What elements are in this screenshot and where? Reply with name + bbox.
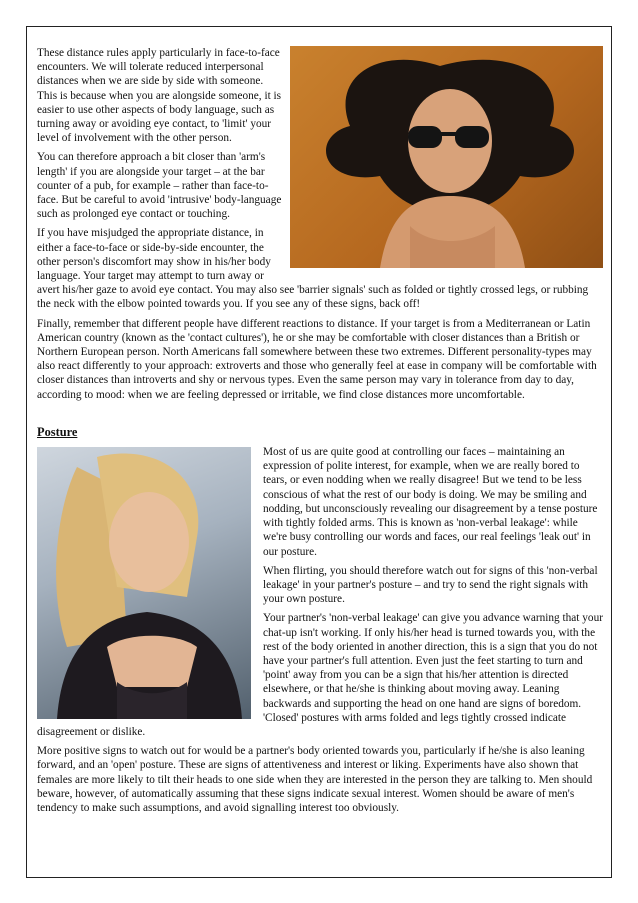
photo-woman-lace-top-illustration xyxy=(37,447,251,719)
posture-heading: Posture xyxy=(37,424,78,439)
posture-paragraph-4: More positive signs to watch out for would be a partner's body oriented towards you, particularly if he/she is also leaning forward, and an 'open' posture. These are signs of attentiveness and interest or liking. Experiments have also shown that females are more likely to tilt their heads to one side when they are interested in the person they are talking to. Men should beware, however, of automatically assuming that these signs indicate sexual interest. Women should be aware of men's tendency to make such assumptions, and avoid signalling interest too obviously. xyxy=(37,745,593,814)
posture-paragraph-1: Most of us are quite good at controlling our faces – maintaining an expression of polite interest, for example, when we are really bored to tears, or even nodding when we really disagree! But we tend to be less conscious of what the rest of our body is doing. We may be smiling and nodding, but unconsciously revealing our disagreement by a tense posture with tightly folded arms. This is known as 'non-verbal leakage': while we're busy controlling our words and faces, our real feelings 'leak out' in our posture. xyxy=(263,446,598,558)
posture-section xyxy=(37,445,603,820)
distance-paragraph-1: These distance rules apply particularly in face-to-face encounters. We will tolerate reduced interpersonal distances when we are side by side with someone. This is because when you are alongside someone, it is easier to use other aspects of body language, such as turning away or avoiding eye contact, to 'limit' your level of involvement with the other person. xyxy=(37,47,282,145)
photo-woman-sunglasses xyxy=(290,46,603,268)
distance-paragraph-2: You can therefore approach a bit closer than 'arm's length' if you are alongside your target – at the bar counter of a pub, for example – rather than face-to-face. But be careful to avoid 'intrusive' body-language such as prolonged eye contact or touching. xyxy=(37,151,282,221)
document-body xyxy=(37,46,603,820)
photo-woman-lace-top xyxy=(37,447,251,719)
posture-paragraph-3: Your partner's 'non-verbal leakage' can give you advance warning that your chat-up isn't working. If only his/her head is turned towards you, with the rest of the body oriented in another direction, this is a sign that you do not have your partner's full attention. Even just the feet starting to turn and 'point' away from you can be a sign that his/her attention is directed elsewhere, or that he/she is thinking about moving away. Leaning backwards and supporting the head on one hand are signs of boredom. 'Closed' postures with arms folded and legs tightly crossed indicate disagreement or dislike. xyxy=(37,612,603,738)
distance-paragraph-4: Finally, remember that different people have different reactions to distance. If your target is from a Mediterranean or Latin American country (known as the 'contact cultures'), he or she may be comfortable with closer distances than a British or Northern European person. North Americans fall somewhere between these two extremes. Different personality-types may also react differently to your approach: extroverts and those who generally feel at ease in company will be comfortable with closer distances than introverts and shy or nervous types. Even the same person may vary in tolerance from day to day, according to mood: when we are feeling depressed or irritable, we find close distances more uncomfortable. xyxy=(37,317,597,401)
distance-paragraph-3: If you have misjudged the appropriate distance, in either a face-to-face or side-by-side encounter, the other person's discomfort may show in his/her body language. Your target may attempt to turn away or avert his/her gaze to avoid eye contact. You may also see 'barrier signals' such as folded or tightly crossed legs, or rubbing the neck with the elbow pointed towards you. If you see any of these signs, back off! xyxy=(37,227,589,311)
photo-woman-sunglasses-illustration xyxy=(290,46,603,268)
posture-paragraph-2: When flirting, you should therefore watch out for signs of this 'non-verbal leakage' in your partner's posture – and try to send the right signals with your own posture. xyxy=(263,564,598,606)
